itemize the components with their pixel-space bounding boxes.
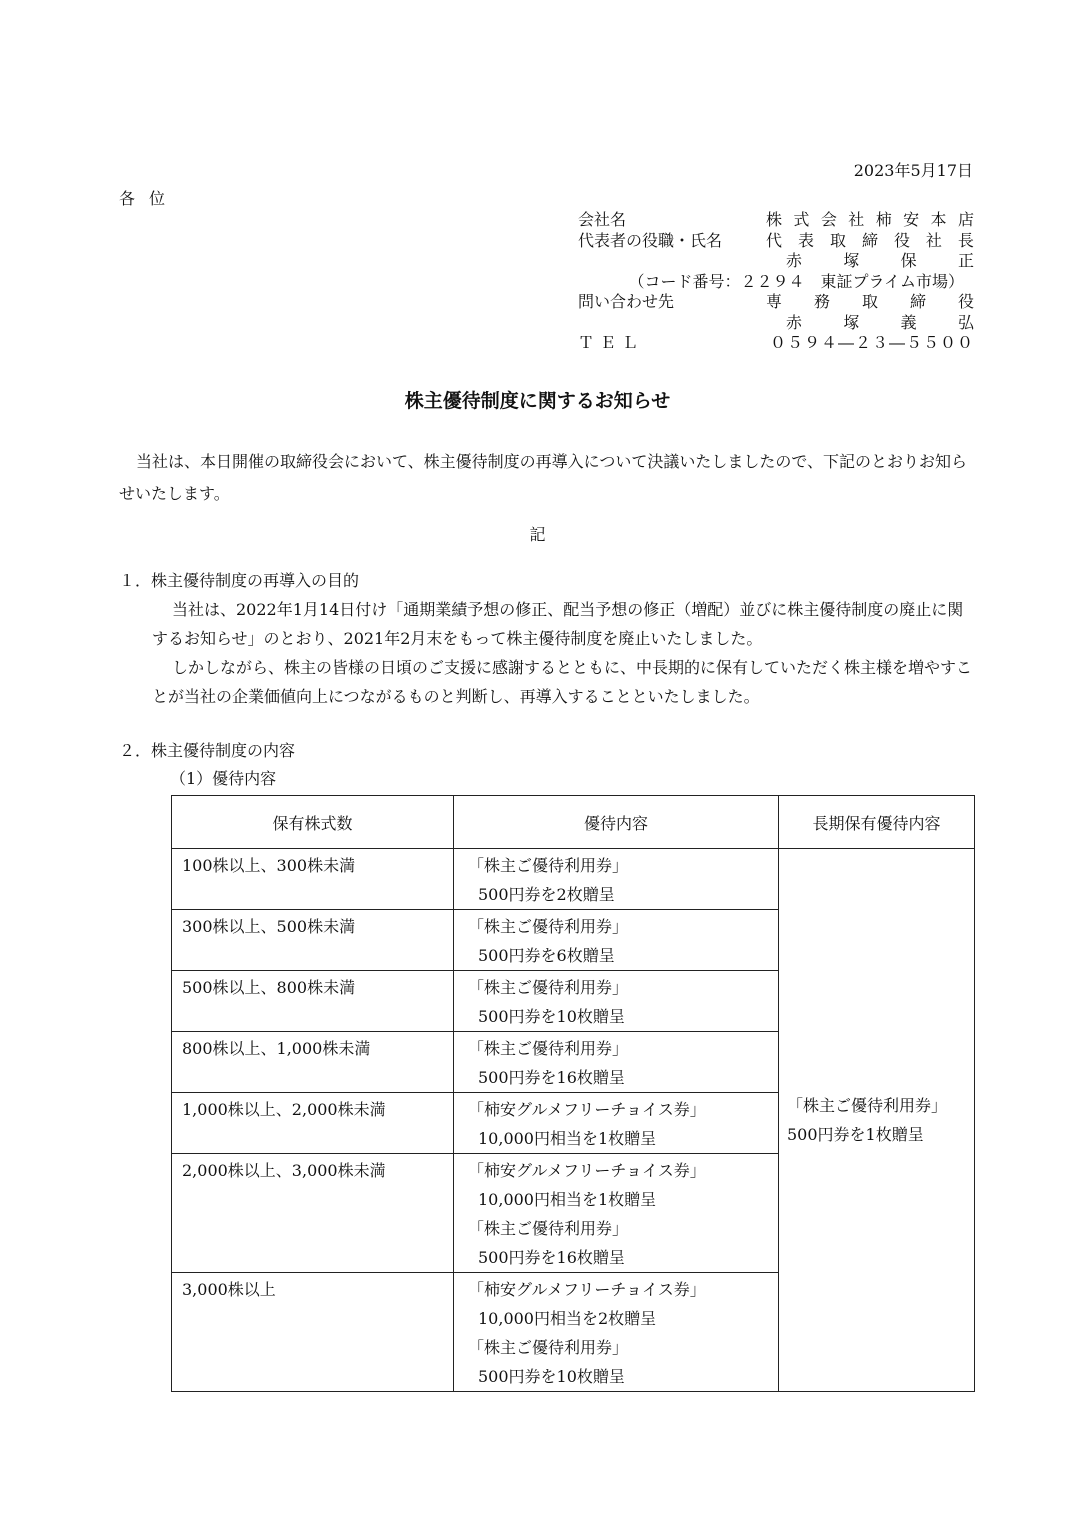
contact-label: 問い合わせ先	[578, 292, 675, 311]
rep-title-char: 代	[766, 230, 783, 250]
contact-name-char: 赤	[786, 312, 803, 332]
contact-title-char: 専	[766, 292, 783, 311]
section1-paragraph-1: 当社は、2022年1月14日付け「通期業績予想の修正、配当予想の修正（増配）並びに株主優待制度の廃止に関するお知らせ」のとおり、2021年2月末をもって株主優待制度を廃止いたしました。	[152, 600, 964, 648]
company-char: 店	[957, 210, 974, 229]
benefit-cell	[454, 971, 779, 1032]
tel-value: ０５９４―２３―５５００	[769, 333, 974, 352]
tel-label: ＴＥＬ	[578, 333, 645, 352]
long-term-item-amount: 500円券を1枚贈呈	[787, 1125, 924, 1144]
header-long-term: 長期保有優待内容	[779, 796, 975, 849]
representative-label: 代表者の役職・氏名	[578, 230, 723, 250]
addressee: 各位	[119, 189, 180, 208]
contact-name-row	[578, 313, 974, 334]
company-name-row	[578, 210, 974, 231]
benefit-cell	[454, 1154, 779, 1273]
contact-name-char: 義	[900, 312, 917, 332]
shares-cell: 300株以上、500株未満	[172, 910, 454, 971]
document-title: 株主優待制度に関するお知らせ	[404, 390, 671, 412]
benefit-item-name: 「株主ご優待利用券」	[468, 856, 629, 875]
benefit-cell	[454, 1032, 779, 1093]
rep-title-char: 役	[893, 230, 910, 250]
stock-code-row	[578, 272, 974, 293]
shares-cell: 1,000株以上、2,000株未満	[172, 1093, 454, 1154]
rep-title-char: 社	[925, 230, 942, 250]
long-term-benefit-cell	[779, 849, 975, 1392]
benefit-item-name: 「株主ご優待利用券」	[468, 1219, 629, 1238]
section1-paragraph-2: しかしながら、株主の皆様の日頃のご支援に感謝するとともに、中長期的に保有していただく株主様を増やすことが当社の企業価値向上につながるものと判断し、再導入することといたしました。	[152, 658, 973, 706]
long-term-item-name: 「株主ご優待利用券」	[787, 1096, 948, 1115]
benefit-item-name: 「株主ご優待利用券」	[468, 978, 629, 997]
section2-subheading: （1）優待内容	[170, 769, 277, 788]
company-char: 株	[766, 210, 783, 229]
company-char: 社	[848, 210, 865, 229]
benefit-item-amount: 500円券を2枚贈呈	[478, 885, 615, 904]
shares-cell: 500株以上、800株未満	[172, 971, 454, 1032]
section1-body	[152, 595, 975, 711]
intro-paragraph: 当社は、本日開催の取締役会において、株主優待制度の再導入について決議いたしましたので、下記のとおりお知らせいたします。	[119, 452, 968, 503]
company-name-value	[766, 210, 974, 231]
contact-name-char: 弘	[957, 312, 974, 332]
rep-title-char: 表	[797, 230, 814, 250]
contact-title-char: 務	[813, 292, 830, 311]
benefit-item-name: 「柿安グルメフリーチョイス券」	[468, 1280, 706, 1299]
representative-title	[766, 231, 974, 252]
benefit-item-name: 「株主ご優待利用券」	[468, 1338, 629, 1357]
company-char: 会	[820, 210, 837, 229]
benefit-item-amount: 500円券を10枚贈呈	[478, 1007, 625, 1026]
benefit-item-name: 「柿安グルメフリーチョイス券」	[468, 1100, 706, 1119]
rep-name-char: 塚	[843, 251, 860, 270]
rep-title-char: 取	[829, 230, 846, 250]
representative-row	[578, 231, 974, 252]
representative-name-row	[578, 251, 974, 272]
benefit-cell	[454, 910, 779, 971]
benefit-item-amount: 10,000円相当を1枚贈呈	[478, 1190, 657, 1209]
header-benefits: 優待内容	[454, 796, 779, 849]
header-shares: 保有株式数	[172, 796, 454, 849]
shares-cell: 100株以上、300株未満	[172, 849, 454, 910]
section1-heading: １．株主優待制度の再導入の目的	[119, 571, 360, 590]
contact-row	[578, 292, 974, 313]
rep-name-char: 保	[900, 251, 917, 270]
company-char: 安	[903, 210, 920, 229]
benefit-cell	[454, 1093, 779, 1154]
shares-cell: 2,000株以上、3,000株未満	[172, 1154, 454, 1273]
contact-title-char: 取	[861, 292, 878, 311]
rep-title-char: 締	[861, 230, 878, 250]
table-header-row	[172, 796, 975, 849]
company-char: 柿	[875, 210, 892, 229]
contact-name	[786, 313, 974, 334]
shares-cell: 800株以上、1,000株未満	[172, 1032, 454, 1093]
section2-heading: ２．株主優待制度の内容	[119, 741, 296, 760]
benefit-item-amount: 10,000円相当を1枚贈呈	[478, 1129, 657, 1148]
benefit-item-name: 「柿安グルメフリーチョイス券」	[468, 1161, 706, 1180]
company-info-block	[578, 210, 974, 354]
contact-title	[766, 292, 974, 313]
representative-name	[786, 251, 974, 272]
rep-title-char: 長	[957, 230, 974, 250]
company-name-label: 会社名	[578, 210, 627, 229]
benefits-table	[171, 795, 975, 1392]
benefit-item-amount: 10,000円相当を2枚贈呈	[478, 1309, 657, 1328]
company-char: 本	[930, 210, 947, 229]
rep-name-char: 赤	[786, 251, 803, 270]
shares-cell: 3,000株以上	[172, 1273, 454, 1392]
company-char: 式	[793, 210, 810, 229]
benefit-item-name: 「株主ご優待利用券」	[468, 917, 629, 936]
benefit-cell	[454, 849, 779, 910]
benefit-item-amount: 500円券を16枚贈呈	[478, 1068, 625, 1087]
contact-title-char: 締	[909, 292, 926, 311]
tel-row	[578, 333, 974, 354]
stock-code: （コード番号：２２９４ 東証プライム市場）	[628, 271, 964, 291]
benefit-item-amount: 500円券を10枚贈呈	[478, 1367, 625, 1386]
benefit-item-name: 「株主ご優待利用券」	[468, 1039, 629, 1058]
document-date: 2023年5月17日	[853, 161, 973, 180]
table-body	[172, 849, 975, 1392]
ki-marker: 記	[529, 525, 546, 544]
rep-name-char: 正	[957, 251, 974, 270]
benefit-item-amount: 500円券を16枚贈呈	[478, 1248, 625, 1267]
benefit-cell	[454, 1273, 779, 1392]
table-row	[172, 849, 975, 910]
benefit-item-amount: 500円券を6枚贈呈	[478, 946, 615, 965]
contact-title-char: 役	[957, 292, 974, 311]
contact-name-char: 塚	[843, 312, 860, 332]
